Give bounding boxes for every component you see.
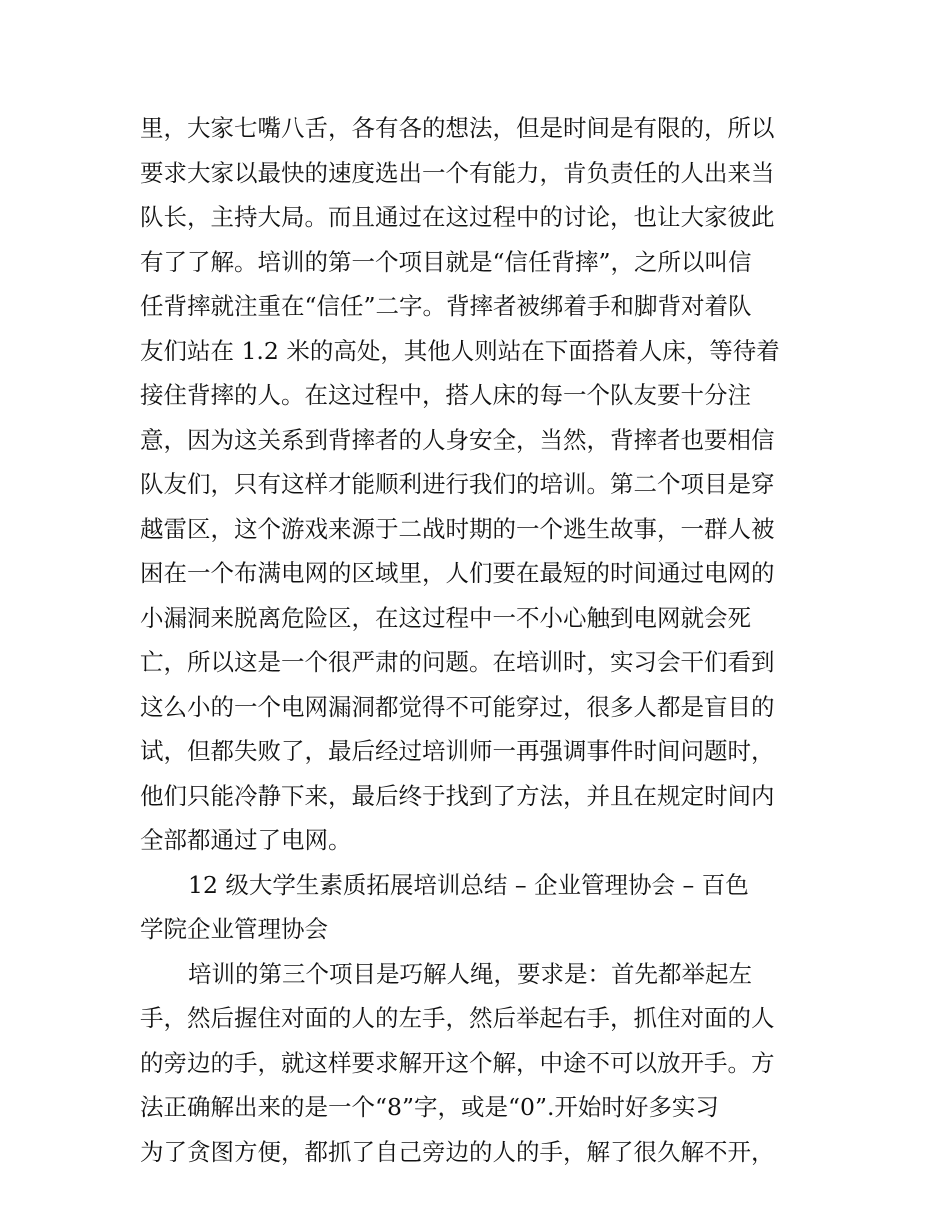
text-line: 试，但都失败了，最后经过培训师一再强调事件时间问题时， xyxy=(140,737,775,765)
text-line: 任背摔就注重在“信任”二字。背摔者被绑着手和脚背对着队 xyxy=(140,292,752,320)
text-line: 法正确解出来的是一个“8”字，或是“0”.开始时好多实习 xyxy=(140,1093,719,1121)
text-line: 友们站在 1.2 米的高处，其他人则站在下面搭着人床，等待着 xyxy=(140,336,780,365)
text-line: 里，大家七嘴八舌，各有各的想法，但是时间是有限的，所以 xyxy=(140,114,775,142)
body-text xyxy=(140,106,820,1174)
text-line: 的旁边的手，就这样要求解开这个解，中途不可以放开手。方 xyxy=(140,1048,775,1077)
text-line: 要求大家以最快的速度选出一个有能力，肯负责任的人出来当 xyxy=(140,158,775,187)
text-line: 困在一个布满电网的区域里，人们要在最短的时间通过电网的 xyxy=(140,559,775,587)
text-line: 有了了解。培训的第一个项目就是“信任背摔”，之所以叫信 xyxy=(140,247,752,276)
text-line: 队长，主持大局。而且通过在这过程中的讨论，也让大家彼此 xyxy=(140,203,775,231)
text-line: 亡，所以这是一个很严肃的问题。在培训时，实习会干们看到 xyxy=(140,648,775,676)
section-heading-line: 12 级大学生素质拓展培训总结 – 企业管理协会 – 百色 xyxy=(188,870,749,899)
text-line: 为了贪图方便，都抓了自己旁边的人的手，解了很久解不开， xyxy=(140,1137,775,1166)
text-line: 小漏洞来脱离危险区，在这过程中一不小心触到电网就会死 xyxy=(140,603,751,632)
section-heading-line: 学院企业管理协会 xyxy=(140,915,328,943)
text-line: 他们只能冷静下来，最后终于找到了方法，并且在规定时间内 xyxy=(140,781,775,810)
text-line: 接住背摔的人。在这过程中，搭人床的每一个队友要十分注 xyxy=(140,381,751,409)
text-line: 越雷区，这个游戏来源于二战时期的一个逃生故事，一群人被 xyxy=(140,514,775,543)
text-line: 这么小的一个电网漏洞都觉得不可能穿过，很多人都是盲目的 xyxy=(140,692,775,721)
text-line: 队友们，只有这样才能顺利进行我们的培训。第二个项目是穿 xyxy=(140,470,775,498)
text-line: 培训的第三个项目是巧解人绳，要求是：首先都举起左 xyxy=(188,959,752,988)
text-line: 意，因为这关系到背摔者的人身安全，当然，背摔者也要相信 xyxy=(140,425,775,454)
text-line: 全部都通过了电网。 xyxy=(140,826,352,854)
text-line: 手，然后握住对面的人的左手，然后举起右手，抓住对面的人 xyxy=(140,1004,775,1032)
